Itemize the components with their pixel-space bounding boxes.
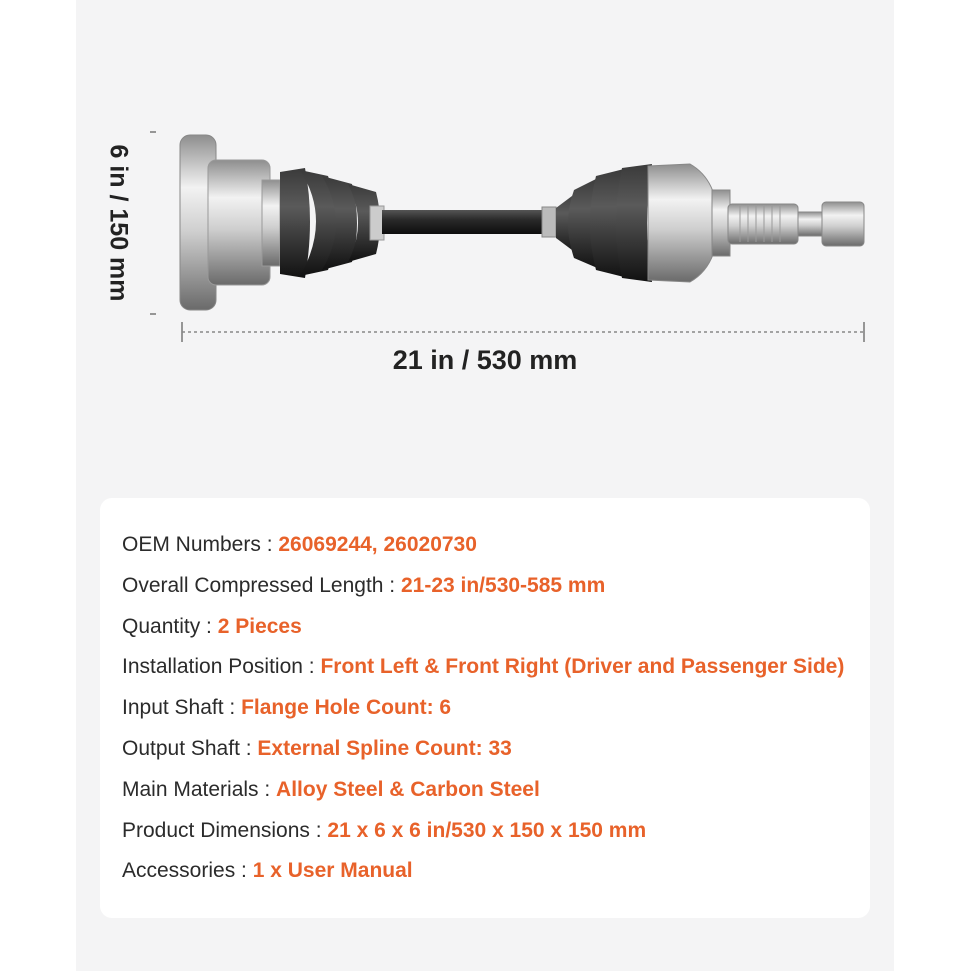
- spec-value: External Spline Count: 33: [257, 736, 512, 760]
- spec-row-output-shaft: [122, 732, 860, 773]
- spec-row-accessories: [122, 854, 860, 895]
- spec-value: Alloy Steel & Carbon Steel: [276, 777, 540, 801]
- spec-row-product-dimensions: [122, 814, 860, 855]
- spec-label: Installation Position :: [122, 655, 321, 679]
- spec-value: 21-23 in/530-585 mm: [400, 573, 606, 597]
- spec-label: Quantity :: [122, 614, 218, 638]
- spec-row-oem-numbers: [122, 528, 860, 569]
- spec-label: Overall Compressed Length :: [122, 573, 401, 597]
- spec-label: Output Shaft :: [122, 736, 258, 760]
- spec-value: Front Left & Front Right (Driver and Passenger Side): [320, 655, 845, 679]
- spec-row-installation-position: [122, 650, 860, 691]
- spec-label: Input Shaft :: [122, 696, 242, 720]
- spec-label: Product Dimensions :: [122, 818, 328, 842]
- spec-label: OEM Numbers :: [122, 533, 279, 556]
- spec-value: 26069244, 26020730: [278, 533, 477, 556]
- spec-row-length: [122, 569, 860, 610]
- spec-value: Flange Hole Count: 6: [241, 696, 452, 720]
- spec-value: 2 Pieces: [217, 614, 302, 638]
- length-dimension-line: [180, 320, 866, 344]
- spec-value: 21 x 6 x 6 in/530 x 150 x 150 mm: [327, 818, 647, 842]
- spec-label: Accessories :: [122, 859, 253, 883]
- cv-axle-shaft-icon: [100, 110, 880, 350]
- length-dimension-label: 21 in / 530 mm: [392, 345, 578, 375]
- spec-card: [100, 498, 870, 918]
- spec-label: Main Materials :: [122, 777, 277, 801]
- height-dimension-label: 6 in / 150 mm: [104, 144, 133, 302]
- spec-row-main-materials: [122, 773, 860, 814]
- spec-row-input-shaft: [122, 691, 860, 732]
- spec-row-quantity: [122, 610, 860, 651]
- spec-list: [122, 528, 860, 895]
- spec-value: 1 x User Manual: [252, 859, 413, 883]
